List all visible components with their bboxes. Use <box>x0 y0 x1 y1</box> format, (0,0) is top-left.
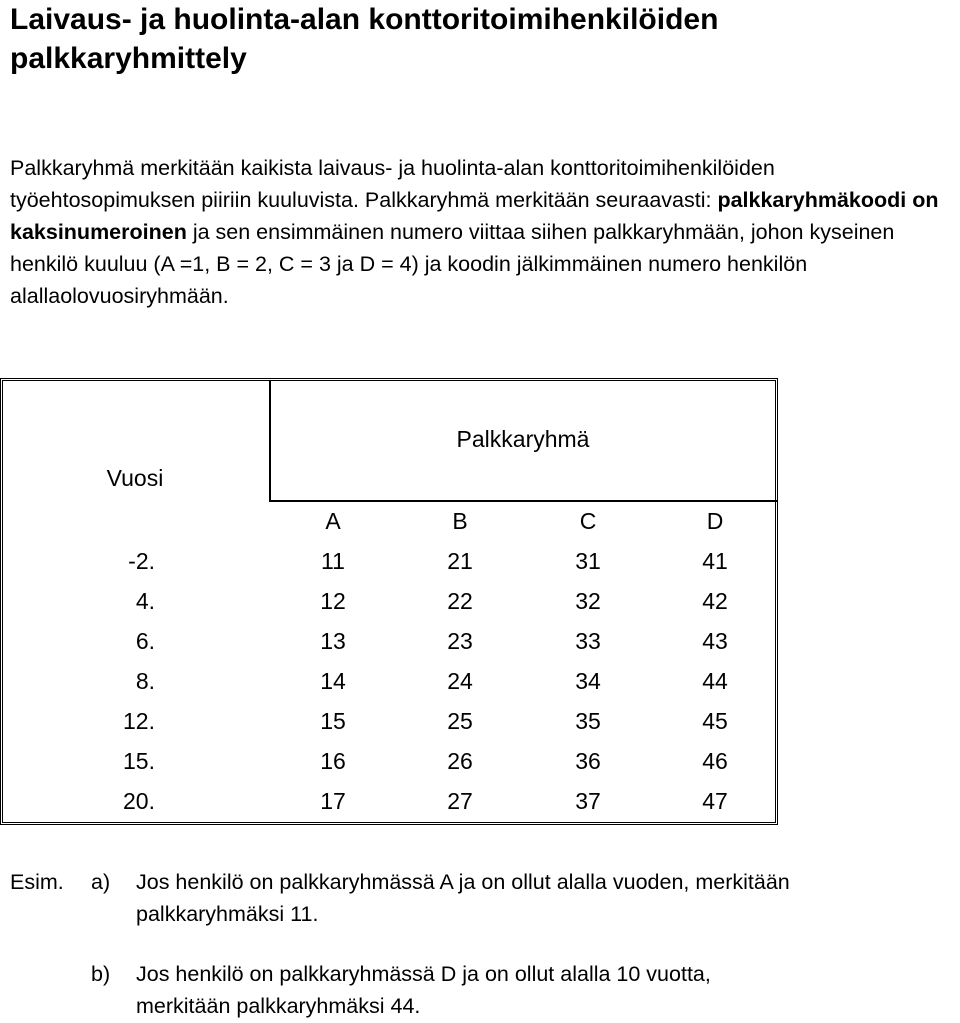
column-header-a: A <box>325 508 341 534</box>
table-cell: 47 <box>702 788 728 814</box>
table-cell: 11 <box>321 548 345 574</box>
table-row-year: -2. <box>128 548 155 574</box>
table-cell: 17 <box>320 788 346 814</box>
example-a-marker: a) <box>91 870 111 894</box>
column-header-c: C <box>579 508 597 534</box>
example-a-line-2: palkkaryhmäksi 11. <box>136 902 319 926</box>
table-row-year: 8. <box>135 668 155 694</box>
table-cell: 22 <box>447 588 473 614</box>
intro-text-2: ja sen ensimmäinen numero viittaa siihen palkkaryhmään, johon kyseinen henkilö kuuluu (A =1, B = 2, C = 3 ja D = 4) ja koodin jälkimmäinen numero henkilön alallaolovuosiryhmään. <box>10 220 895 308</box>
example-b-marker: b) <box>91 962 111 986</box>
table-cell: 43 <box>702 628 728 654</box>
salary-group-header: Palkkaryhmä <box>456 426 590 452</box>
table-row-year: 15. <box>123 748 155 774</box>
table-header-divider-horizontal <box>269 500 777 502</box>
table-cell: 12 <box>320 588 346 614</box>
page-title <box>10 0 950 78</box>
table-cell: 34 <box>575 668 601 694</box>
table-cell: 16 <box>320 748 346 774</box>
example-a-line-1: Jos henkilö on palkkaryhmässä A ja on ollut alalla vuoden, merkitään <box>136 870 790 894</box>
table-cell: 36 <box>575 748 601 774</box>
table-row-year: 4. <box>135 588 155 614</box>
table-cell: 33 <box>575 628 601 654</box>
column-header-d: D <box>706 508 724 534</box>
example-label: Esim. <box>10 870 64 894</box>
example-b-line-2: merkitään palkkaryhmäksi 44. <box>136 994 421 1018</box>
table-cell: 27 <box>447 788 473 814</box>
title-line-2: palkkaryhmittely <box>10 42 247 75</box>
table-cell: 41 <box>702 548 728 574</box>
intro-text-1: Palkkaryhmä merkitään kaikista laivaus- ja huolinta-alan konttoritoimihenkilöiden työehtosopimuksen piiriin kuuluvista. Palkkaryhmä merkitään seuraavasti: <box>10 156 775 212</box>
table-cell: 35 <box>575 708 601 734</box>
table-cell: 45 <box>702 708 728 734</box>
table-cell: 26 <box>447 748 473 774</box>
column-header-b: B <box>452 508 468 534</box>
table-cell: 15 <box>320 708 346 734</box>
table-cell: 21 <box>447 548 473 574</box>
table-row-year: 6. <box>135 628 155 654</box>
intro-bold-text: palkkaryhmäkoodi on kaksinumeroinen <box>10 188 939 244</box>
title-line-1: Laivaus- ja huolinta-alan konttoritoimihenkilöiden <box>10 3 719 36</box>
table-cell: 13 <box>320 628 346 654</box>
table-cell: 23 <box>447 628 473 654</box>
table-cell: 24 <box>447 668 473 694</box>
year-column-header: Vuosi <box>106 465 164 491</box>
table-row-year: 12. <box>123 708 155 734</box>
table-cell: 32 <box>575 588 601 614</box>
table-cell: 25 <box>447 708 473 734</box>
table-cell: 42 <box>702 588 728 614</box>
table-cell: 31 <box>575 548 601 574</box>
table-cell: 14 <box>320 668 346 694</box>
example-b-line-1: Jos henkilö on palkkaryhmässä D ja on ollut alalla 10 vuotta, <box>136 962 711 986</box>
table-cell: 37 <box>575 788 601 814</box>
table-row-year: 20. <box>123 788 155 814</box>
table-cell: 44 <box>702 668 728 694</box>
intro-paragraph <box>10 152 955 312</box>
table-cell: 46 <box>702 748 728 774</box>
